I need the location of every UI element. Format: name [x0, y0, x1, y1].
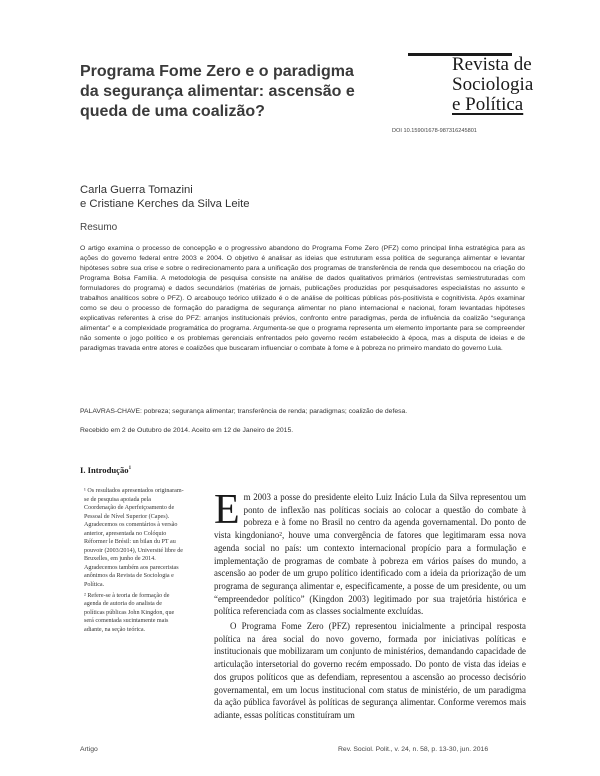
journal-name [452, 55, 533, 115]
body-paragraph-2: O Programa Fome Zero (PFZ) representou inicialmente a principal resposta política na área social do novo governo, formada por iniciativas políticas e institucionais que mobilizaram um conjunto de ministérios, demandando capacidade de articulação intersetorial do governo recém empossado. Do ponto de vista das ideias e dos grupos políticos que as defendiam, representou a ascensão ao processo decisório governamental, em um locus institucional com status de ministério, de um paradigma da ação pública favorável às políticas de segurança alimentar. Conforme veremos mais adiante, essas políticas constituíram um [214, 621, 526, 720]
section-heading [80, 465, 131, 475]
article-title: Programa Fome Zero e o paradigma da segurança alimentar: ascensão e queda de uma coalizão? [80, 63, 355, 120]
received-dates: Recebido em 2 de Outubro de 2014. Aceito em 12 de Janeiro de 2015. [80, 427, 294, 434]
journal-name-line-1: Revista de [452, 54, 532, 75]
doi[interactable]: DOI 10.1590/1678-987316245801 [392, 128, 477, 134]
footnote-1: ¹ Os resultados apresentados originaram-se de pesquisa apoiada pela Coordenação de Aperfeiçoamento de Pessoal de Nível Superior (Capes). Agradecemos os comentários à versão anterior, apresentada no Colóquio Réformer le Brésil: un bilan du PT au pouvoir (2003/2014), Université libre de Bruxelles, em junho de 2014. Agradecemos também aos pareceristas anônimos da Revista de Sociologia e Política. [84, 488, 184, 589]
body-text [214, 487, 526, 722]
author-line-1: Carla Guerra Tomazini [80, 184, 193, 196]
dropcap: E [214, 487, 240, 533]
keywords-label: PALAVRAS-CHAVE: [80, 408, 142, 415]
body-paragraph-1-text: m 2003 a posse do presidente eleito Luiz Inácio Lula da Silva representou um ponto de inflexão nas políticas sociais ao colocar a questão do combate à pobreza e à fome no Brasil no centro da agenda governamental. Do ponto de vista kingdoniano², houve uma convergência de fatores que legitimaram essa nova agenda social no país: um contexto internacional propício para a formulação e implementação de programas de combate à pobreza em vários países do mundo, a ascensão ao poder de um grupo político identificado com a ideia da priorização de um programa de segurança alimentar e, especificamente, a posse de um presidente, ou um “empreendedor político” (Kingdon 2003) legitimado por sua trajetória histórica e política referenciada com as classes socialmente excluídas. [214, 492, 526, 617]
keywords [80, 408, 525, 415]
keywords-list: pobreza; segurança alimentar; transferência de renda; paradigmas; coalizão de defesa. [143, 408, 408, 415]
journal-name-line-3: e Política [452, 94, 524, 115]
footnote-2: ² Refere-se à teoria de formação de agenda de autoria do analista de políticas públicas John Kingdon, que será comentada sucintamente mais adiante, na seção teórica. [84, 592, 175, 633]
abstract-text: O artigo examina o processo de concepção e o progressivo abandono do Programa Fome Zero (PFZ) como principal linha estratégica para as ações do governo federal entre 2003 e 2004. O objetivo é analisar as ideias que estruturam essa política de segurança alimentar e levantar hipóteses sobre sua crise e sobre o redirecionamento para a unificação dos programas de transferência de renda que desembocou na criação do Programa Bolsa Família. A metodologia de pesquisa consiste na análise de dados qualitativos primários (entrevistas semiestruturadas com formuladores do programa) e dados secundários (matérias de jornais, publicações produzidas por pesquisadores especialistas no assunto e trabalhos analíticos sobre o PFZ). O arcabouço teórico utilizado é o de análise de políticas públicas pós-positivista e cognitivista. Após examinar como se deu o processo de formação do paradigma de segurança alimentar no plano internacional e nacional, foram levantadas hipóteses explicativas referentes à crise do PFZ: arranjos institucionais prévios, confronto entre paradigmas, perda de influência da coalizão “segurança alimentar” e a complexidade programática do programa. Argumenta-se que o programa representa um elemento importante para se compreender não somente o jogo político e os problemas gerenciais enfrentados pelo governo recém estabelecido à época, mas a disputa de ideias e de paradigmas travada entre atores e coalizões que buscaram influenciar o combate à fome e à pobreza no primeiro mandato do governo Lula. [80, 245, 525, 353]
section-heading-text: I. Introdução [80, 465, 129, 475]
abstract-heading: Resumo [80, 222, 118, 233]
footer-article-type: Artigo [80, 746, 98, 753]
authors [80, 183, 250, 211]
body-paragraph-1 [214, 487, 526, 618]
journal-name-line-2: Sociologia [452, 74, 534, 95]
section-heading-note: 1 [128, 466, 132, 472]
author-line-2: e Cristiane Kerches da Silva Leite [80, 198, 250, 210]
footer-citation: Rev. Sociol. Polit., v. 24, n. 58, p. 13-30, jun. 2016 [338, 746, 489, 753]
footnotes [84, 487, 184, 636]
